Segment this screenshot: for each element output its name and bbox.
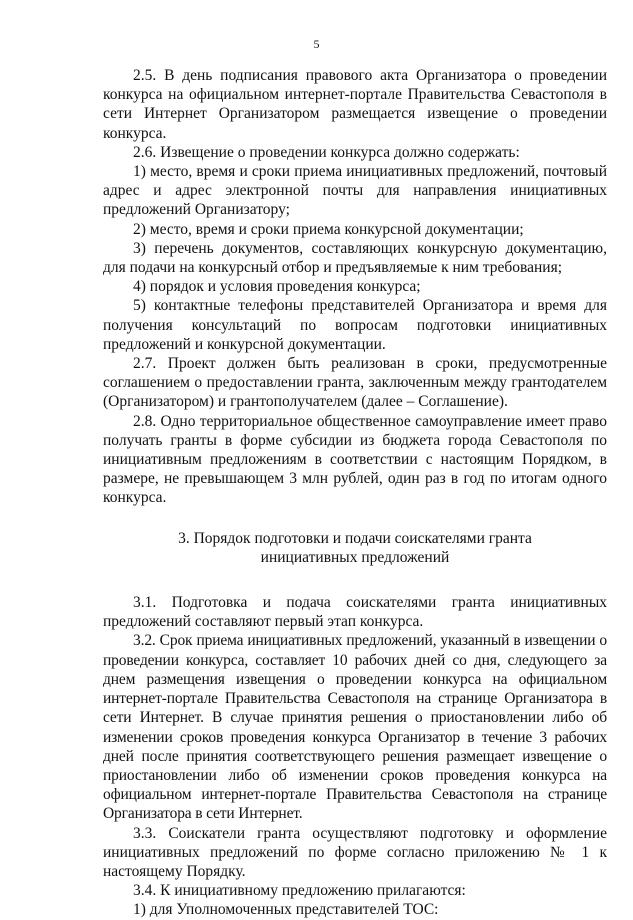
document-body xyxy=(103,66,607,920)
list-item-3-4-1: 1) для Уполномоченных представителей ТОС: xyxy=(133,901,439,919)
paragraph-2-8: 2.8. Одно территориальное общественное самоуправление имеет право получать гранты в форме субсидии из бюджета города Севастополя по инициативным предложениям в соответствии с настоящим Порядком, в размере, не превышающем 3 млн рублей, один раз в год по итогам одного конкурса. xyxy=(103,412,607,507)
paragraph-3-2: 3.2. Срок приема инициативных предложений, указанный в извещении о проведении конкурса, составляет 10 рабочих дней со дня, следующего за днем размещения извещения о проведении конкурса на официальном интернет-портале Правительства Севастополя на странице Организатора в сети Интернет. В случае принятия решения о приостановлении либо об изменении сроков проведения конкурса Организатор в течение 3 рабочих дней после принятия соответствующего решения размещает извещение о приостановлении либо об изменении сроков проведения конкурса на официальном интернет-портале Правительства Севастополя на странице Организатора в сети Интернет. xyxy=(103,632,607,823)
list-item-2-6-4: 4) порядок и условия проведения конкурса; xyxy=(133,278,421,296)
list-item-2-6-3: 3) перечень документов, составляющих конкурсную документацию, для подачи на конкурсный отбор и предъявляемые к ним требования; xyxy=(103,239,607,277)
list-item-2-6-5: 5) контактные телефоны представителей Организатора и время для получения консультаций по вопросам подготовки инициативных предложений и конкурсной документации. xyxy=(103,297,607,353)
section-3-heading-line-2: инициативных предложений xyxy=(260,548,450,566)
section-3-heading xyxy=(103,529,607,567)
list-item-2-6-2: 2) место, время и сроки приема конкурсной документации; xyxy=(133,220,524,238)
paragraph-3-4: 3.4. К инициативному предложению прилагаются: xyxy=(133,882,466,900)
paragraph-3-1: 3.1. Подготовка и подача соискателями гранта инициативных предложений составляют первый этап конкурса. xyxy=(103,594,607,631)
list-item-2-6-1: 1) место, время и сроки приема инициативных предложений, почтовый адрес и адрес электронной почты для направления инициативных предложений Организатору; xyxy=(103,163,607,219)
paragraph-2-7: 2.7. Проект должен быть реализован в сроки, предусмотренные соглашением о предоставлении гранта, заключенным между грантодателем (Организатором) и грантополучателем (далее – Соглашение). xyxy=(103,355,607,411)
page-number: 5 xyxy=(313,37,320,51)
section-3-heading-line-1: 3. Порядок подготовки и подачи соискателями гранта xyxy=(178,529,532,547)
paragraph-3-3: 3.3. Соискатели гранта осуществляют подготовку и оформление инициативных предложений по форме согласно приложению № 1 к настоящему Порядку. xyxy=(103,824,607,880)
paragraph-2-5: 2.5. В день подписания правового акта Организатора о проведении конкурса на официальном интернет-портале Правительства Севастополя в сети Интернет Организатором размещается извещение о проведении конкурса. xyxy=(103,67,607,142)
paragraph-2-6: 2.6. Извещение о проведении конкурса должно содержать: xyxy=(133,143,520,161)
